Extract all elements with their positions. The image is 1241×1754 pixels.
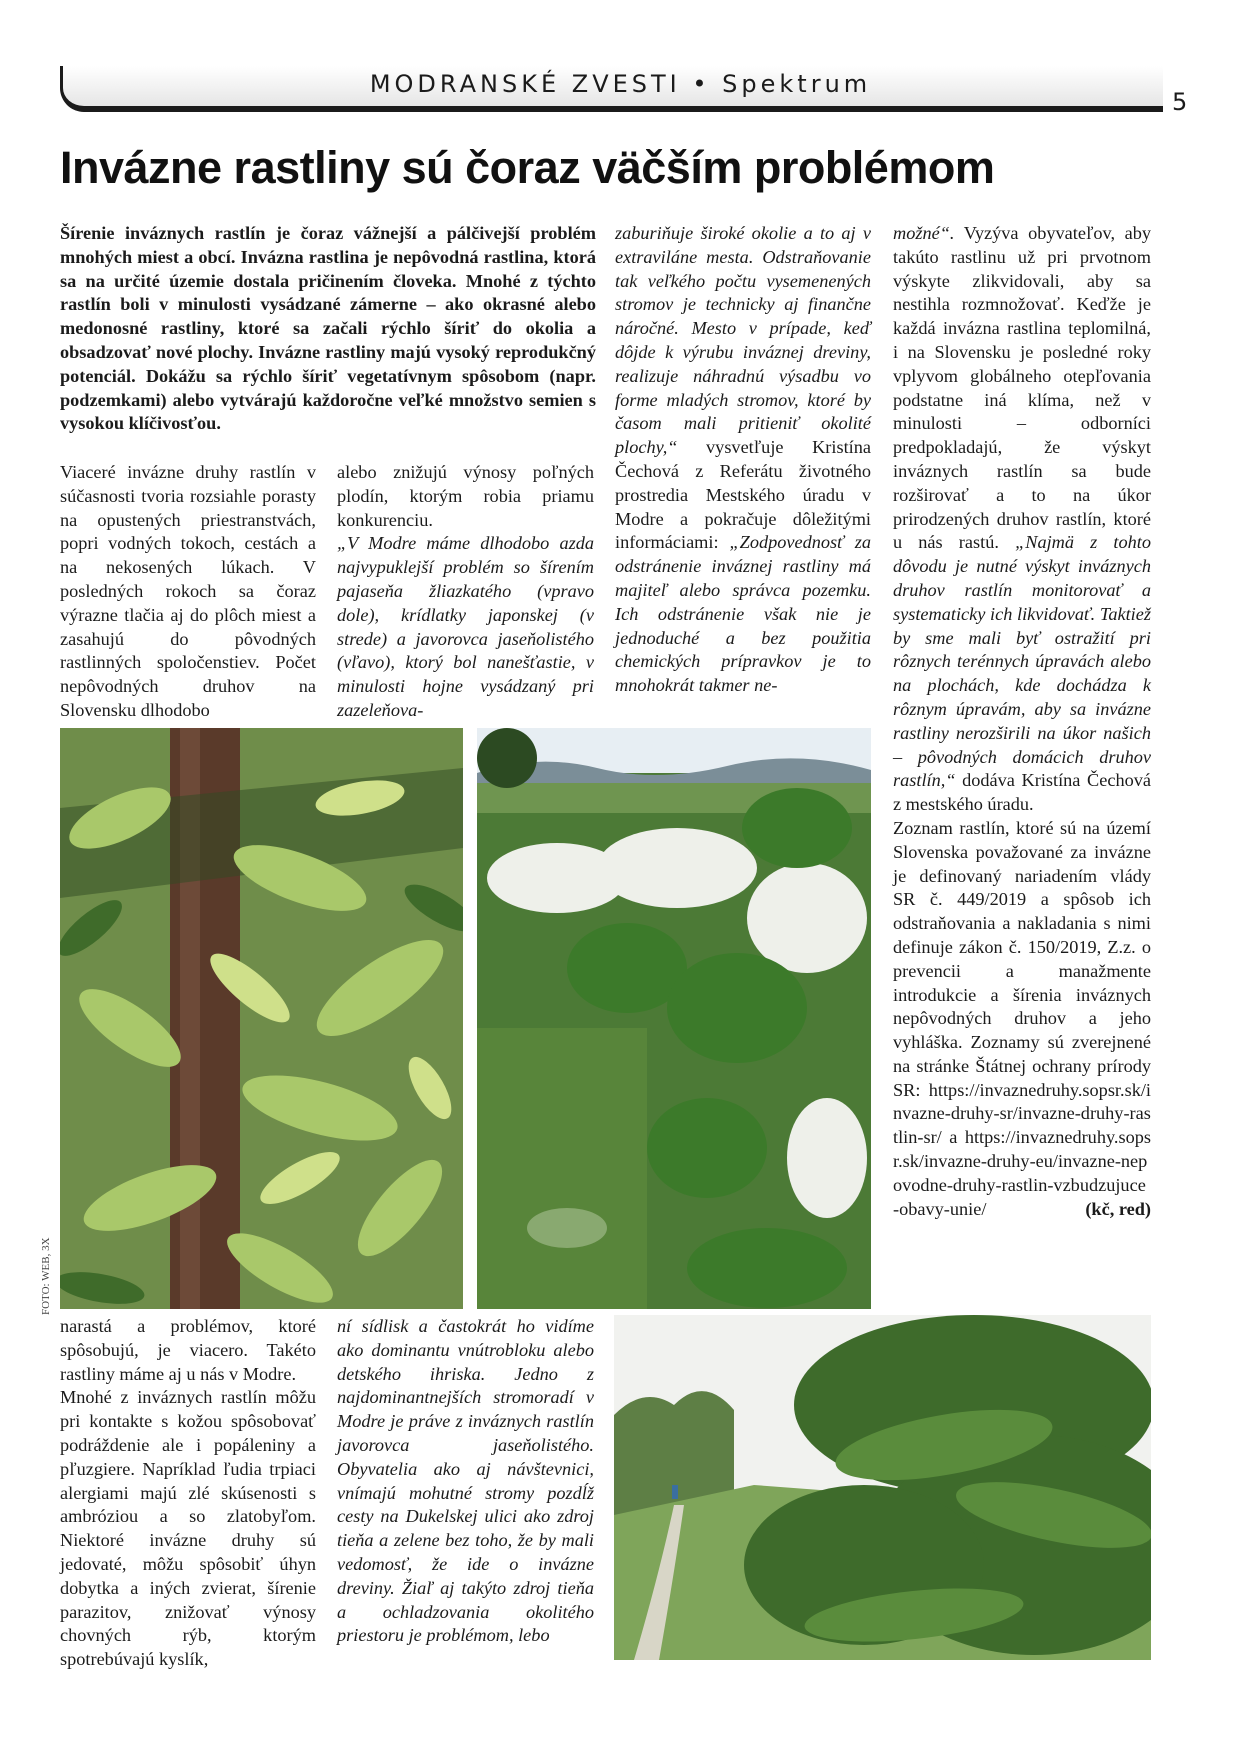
column-3-top — [615, 222, 871, 698]
photo-kridlatka-japonska — [477, 728, 871, 1309]
photo-javorovec-jasenolisty — [60, 728, 463, 1309]
column-2-top-quote: „V Modre máme dlhodobo azda najvypuklejší problém so šírením pajaseňa žliazkatého (vpravo dole), krídlatky japonskej (v strede) a javorovca jaseňolistého (vľavo), ktorý bol nanešťastie, v minulosti hojne vysádzaný pri zazeleňova- — [337, 533, 594, 720]
column-4-text-a: Vyzýva obyvateľov, aby takúto rastlinu už pri prvotnom výskyte zlikvidovali, aby sa nestihla rozmnožovať. Keďže je každá invázna rastlina teplomilná, i na Slovensku je posledné roky vplyvom globálneho otepľovania podstatne iná klíma, než v minulosti – odborníci predpokladajú, že výskyt inváznych rastlín sa bude rozširovať a to na úkor prirodzených druhov rastlín, ktoré u nás rastú. — [893, 223, 1151, 553]
author-signature: (kč, red) — [1085, 1198, 1151, 1219]
column-1-bottom — [60, 1315, 316, 1672]
column-4-quote-a: možné“. — [893, 223, 955, 243]
column-4-quote-b: „Najmä z tohto dôvodu je nutné výskyt inváznych druhov rastlín monitorovať a systematicky ich likvidovať. Taktiež by sme mali byť ostražití pri rôznych terénnych úpravách alebo na plochách, kde dochádza k rôznym úpravám, aby sa invázne rastliny nerozširili na úkor našich – pôvodných domácich druhov rastlín,“ — [893, 532, 1151, 791]
article-lead: Šírenie inváznych rastlín je čoraz vážnejší a pálčivejší problém mnohých miest a obcí. Invázna rastlina je nepôvodná rastlina, ktorá sa na určité územie dostala pričinením človeka. Mnohé z týchto rastlín boli v minulosti vysádzané zámerne – ako okrasné alebo medonosné rastliny, ktoré sa začali rýchlo šíriť do okolia a obsadzovať nové plochy. Invázne rastliny majú vysoký reprodukčný potenciál. Dokážu sa rýchlo šíriť vegetatívnym spôsobom (napr. podzemkami) alebo vytvárajú každoročne veľké množstvo semien s vysokou klíčivosťou. — [60, 223, 596, 434]
photo-pajasen-zliazkaty — [614, 1315, 1151, 1660]
column-3-text: vysvetľuje Kristína Čechová z Referátu životného prostredia Mestského úradu v Modre a pokračuje dôležitými informáciami: — [615, 437, 871, 553]
article-headline: Invázne rastliny sú čoraz väčším problémom — [60, 142, 995, 193]
column-1-top-text: Viaceré invázne druhy rastlín v súčasnosti tvoria rozsiahle porasty na opustených priestranstvách, popri vodných tokoch, cestách a na nekosených lúkach. V posledných rokoch sa čoraz výrazne tlačia aj do plôch miest a zasahujú do pôvodných rastlinných spoločenstiev. Počet nepôvodných druhov na Slovensku dlhodobo — [60, 462, 316, 720]
column-2-top-text: alebo znižujú výnosy poľných plodín, ktorým robia priamu konkurenciu. — [337, 462, 594, 530]
column-4 — [893, 222, 1151, 1221]
column-4-links: https://invaznedruhy.sopsr.sk/invazne-druhy-sr/invazne-druhy-rastlin-sr/ a https://invaznedruhy.sopsr.sk/invazne-druhy-eu/invazne-nepovodne-druhy-rastlin-vzbudzujuce-obavy-unie/ — [893, 1079, 1151, 1219]
column-2-bottom-quote: ní sídlisk a častokrát ho vidíme ako dominantu vnútrobloku alebo detského ihriska. Jedno z najdominantnejších stromoradí v Modre je práve z inváznych rastlín javorovca jaseňolistého. Obyvatelia ako aj návštevnici, vnímajú mohutné stromy pozdĺž cesty na Dukelskej ulici ako zdroj tieňa a zelene bez toho, že by mali vedomosť, že ide o invázne dreviny. Žiaľ aj takýto zdroj tieňa a ochladzovania okolitého priestoru je problémom, lebo — [337, 1316, 594, 1646]
column-3-quote-a: zaburiňuje široké okolie a to aj v extraviláne mesta. Odstraňovanie tak veľkého počtu vysemenených stromov je technicky aj finančne náročné. Mesto v prípade, keď dôjde k výrubu inváznej dreviny, realizuje náhradnú výsadbu vo forme mladých stromov, ktoré by časom mali pritieniť okolité plochy,“ — [615, 223, 871, 458]
publication-title: MODRANSKÉ ZVESTI • Spektrum — [369, 70, 872, 98]
column-1-bottom-text-2: Mnohé z inváznych rastlín môžu pri kontakte s kožou spôsobovať podráždenie ale i popáleniny a pľuzgiere. Napríklad ľudia trpiaci alergiami majú zlé skúsenosti s ambróziou a so zlatobyľom. Niektoré invázne druhy sú jedovaté, môžu spôsobiť úhyn dobytka a iných zvierat, šírenie parazitov, znižovať výnosy chovných rýb, ktorým spotrebúvajú kyslík, — [60, 1387, 316, 1670]
column-3-quote-b: „Zodpovednosť za odstránenie inváznej rastliny má majiteľ alebo správca pozemku. Ich odstránenie však nie je jednoduché a bez použitia chemických prípravkov je to mnohokrát takmer ne- — [615, 532, 871, 696]
page-number: 5 — [1172, 88, 1188, 116]
column-2-top — [337, 461, 594, 723]
column-1-bottom-text: narastá a problémov, ktoré spôsobujú, je viacero. Takéto rastliny máme aj u nás v Modre. — [60, 1316, 316, 1384]
column-4-text-c: Zoznam rastlín, ktoré sú na území Slovenska považované za invázne je definovaný nariadením vlády SR č. 449/2019 a spôsob ich odstraňovania a nakladania s nimi definuje zákon č. 150/2019, Z.z. o prevencii a manažmente introdukcie a šírenia inváznych nepôvodných druhov a jeho vyhláška. Zoznamy sú zverejnené na stránke Štátnej ochrany prírody SR: — [893, 817, 1151, 1100]
column-4-text-b: dodáva Kristína Čechová z mestského úradu. — [893, 770, 1151, 815]
photo-credit: FOTO: WEB, 3X — [40, 1237, 52, 1315]
